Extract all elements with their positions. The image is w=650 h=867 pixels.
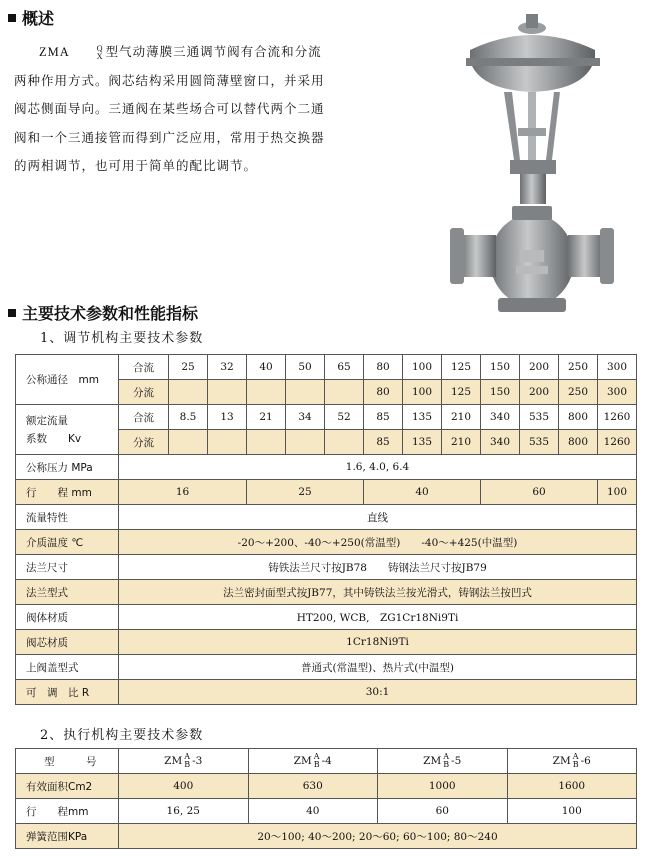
table-cell — [247, 430, 286, 455]
model-cell: ZM A B -6 — [507, 749, 637, 774]
subsection-title-actuator: 2、执行机构主要技术参数 — [40, 728, 204, 743]
actuator-table — [15, 748, 637, 849]
table-row — [16, 355, 637, 380]
table-cell: 340 — [481, 405, 520, 430]
table-cell: 阀体材质 — [16, 605, 119, 630]
section-overview-heading — [8, 6, 54, 29]
table-cell: 法兰型式 — [16, 580, 119, 605]
table-cell: 1600 — [507, 774, 637, 799]
table-cell: 8.5 — [169, 405, 208, 430]
table-cell: 85 — [364, 405, 403, 430]
square-bullet-icon — [8, 309, 16, 317]
table-cell: 535 — [520, 405, 559, 430]
table-row — [16, 749, 637, 774]
subsection-title-regulating: 1、调节机构主要技术参数 — [40, 331, 204, 346]
table-cell: 100 — [598, 480, 637, 505]
table-cell: 行 程 mm — [16, 480, 119, 505]
table-cell: 52 — [325, 405, 364, 430]
table-cell: 流量特性 — [16, 505, 119, 530]
table-cell: 普通式(常温型)、热片式(中温型) — [119, 655, 637, 680]
table-cell: 分流 — [119, 380, 169, 405]
table-cell: 200 — [520, 380, 559, 405]
section-title: 主要技术参数和性能指标 — [22, 304, 199, 323]
square-bullet-icon — [8, 14, 16, 22]
table-cell: 分流 — [119, 430, 169, 455]
table-cell: 型 号 — [16, 749, 119, 774]
table-row — [16, 824, 637, 849]
table-cell: 100 — [403, 355, 442, 380]
table-row — [16, 630, 637, 655]
table-cell: 上阀盖型式 — [16, 655, 119, 680]
table-cell: 13 — [208, 405, 247, 430]
table-cell: 340 — [481, 430, 520, 455]
table-row — [16, 405, 637, 430]
section-specs-heading — [8, 301, 198, 324]
table-cell: HT200, WCB, ZG1Cr18Ni9Ti — [119, 605, 637, 630]
table-cell — [208, 430, 247, 455]
table-cell: 1260 — [598, 405, 637, 430]
table-cell — [208, 380, 247, 405]
table-cell: 21 — [247, 405, 286, 430]
table-row — [16, 655, 637, 680]
table-row — [16, 580, 637, 605]
table-cell: 可 调 比 R — [16, 680, 119, 705]
model-cell: ZM A B -3 — [119, 749, 249, 774]
table-cell: 1000 — [378, 774, 508, 799]
table-cell: 公称压力 MPa — [16, 455, 119, 480]
table-cell — [286, 430, 325, 455]
table-cell: 50 — [286, 355, 325, 380]
table-cell: 150 — [481, 380, 520, 405]
model-cell: ZM A B -5 — [378, 749, 508, 774]
row-label: 额定流量 系数 Kv — [16, 405, 119, 455]
table-row — [16, 530, 637, 555]
table-cell: 16 — [119, 480, 247, 505]
table-cell: 1Cr18Ni9Ti — [119, 630, 637, 655]
table-cell: 阀芯材质 — [16, 630, 119, 655]
section-title: 概述 — [22, 9, 55, 28]
table-cell: 铸铁法兰尺寸按JB78 铸钢法兰尺寸按JB79 — [119, 555, 637, 580]
table-row — [16, 455, 637, 480]
table-cell: 250 — [559, 355, 598, 380]
table-cell: 100 — [507, 799, 637, 824]
table-cell: 80 — [364, 355, 403, 380]
table-cell: 800 — [559, 405, 598, 430]
table-cell: 535 — [520, 430, 559, 455]
table-row — [16, 680, 637, 705]
table-cell: 介质温度 ℃ — [16, 530, 119, 555]
table-cell: 80 — [364, 380, 403, 405]
table-cell: 法兰尺寸 — [16, 555, 119, 580]
table-cell: 135 — [403, 430, 442, 455]
table-cell: 合流 — [119, 405, 169, 430]
table-cell — [325, 430, 364, 455]
row-label: 公称通径 mm — [16, 355, 119, 405]
table-cell: 135 — [403, 405, 442, 430]
table-cell: 40 — [364, 480, 481, 505]
table-cell — [325, 380, 364, 405]
table-cell: 32 — [208, 355, 247, 380]
regulating-mechanism-table — [15, 354, 637, 705]
table-cell: 400 — [119, 774, 249, 799]
table-cell: 40 — [247, 355, 286, 380]
table-cell: 200 — [520, 355, 559, 380]
table-cell — [247, 380, 286, 405]
table-cell: 65 — [325, 355, 364, 380]
table-cell — [286, 380, 325, 405]
model-cell: ZM A B -4 — [248, 749, 378, 774]
table-cell: 弹簧范围KPa — [16, 824, 119, 849]
table-cell: 60 — [378, 799, 508, 824]
table-row — [16, 774, 637, 799]
table-row — [16, 555, 637, 580]
table-cell — [169, 380, 208, 405]
table-row — [16, 505, 637, 530]
table-cell: 20～100; 40～200; 20～60; 60～100; 80～240 — [119, 824, 637, 849]
table-row — [16, 605, 637, 630]
table-row — [16, 480, 637, 505]
table-cell: 85 — [364, 430, 403, 455]
table-cell: 300 — [598, 355, 637, 380]
table-cell: 250 — [559, 380, 598, 405]
table-cell: -20～+200、-40～+250(常温型) -40～+425(中温型) — [119, 530, 637, 555]
table-cell: 210 — [442, 405, 481, 430]
table-cell: 60 — [481, 480, 598, 505]
valve-photo — [440, 10, 620, 320]
table-cell: 150 — [481, 355, 520, 380]
table-cell: 800 — [559, 430, 598, 455]
table-cell — [169, 430, 208, 455]
table-cell: 630 — [248, 774, 378, 799]
table-row — [16, 799, 637, 824]
model-name: ZMA Q X — [39, 44, 104, 62]
table-cell: 25 — [247, 480, 364, 505]
table-cell: 30:1 — [119, 680, 637, 705]
table-cell: 34 — [286, 405, 325, 430]
table-cell: 210 — [442, 430, 481, 455]
table-cell: 125 — [442, 380, 481, 405]
table-cell: 125 — [442, 355, 481, 380]
table-cell: 16, 25 — [119, 799, 249, 824]
table-cell: 100 — [403, 380, 442, 405]
table-cell: 有效面积Cm2 — [16, 774, 119, 799]
intro-paragraph — [14, 38, 329, 181]
table-cell: 1.6, 4.0, 6.4 — [119, 455, 637, 480]
table-cell: 法兰密封面型式按JB77，其中铸铁法兰按光滑式，铸钢法兰按凹式 — [119, 580, 637, 605]
table-cell: 行 程mm — [16, 799, 119, 824]
table-cell: 25 — [169, 355, 208, 380]
table-cell: 直线 — [119, 505, 637, 530]
table-cell: 1260 — [598, 430, 637, 455]
intro-text: 型气动薄膜三通调节阀有合流和分流两种作用方式。阀芯结构采用圆筒薄壁窗口，并采用阀芯侧面导向。三通阀在某些场合可以替代两个二通阀和一个三通接管而得到广泛应用，常用于热交换器的两相调节，也可用于简单的配比调节。 — [14, 44, 325, 173]
table-cell: 40 — [248, 799, 378, 824]
table-cell: 300 — [598, 380, 637, 405]
table-cell: 合流 — [119, 355, 169, 380]
